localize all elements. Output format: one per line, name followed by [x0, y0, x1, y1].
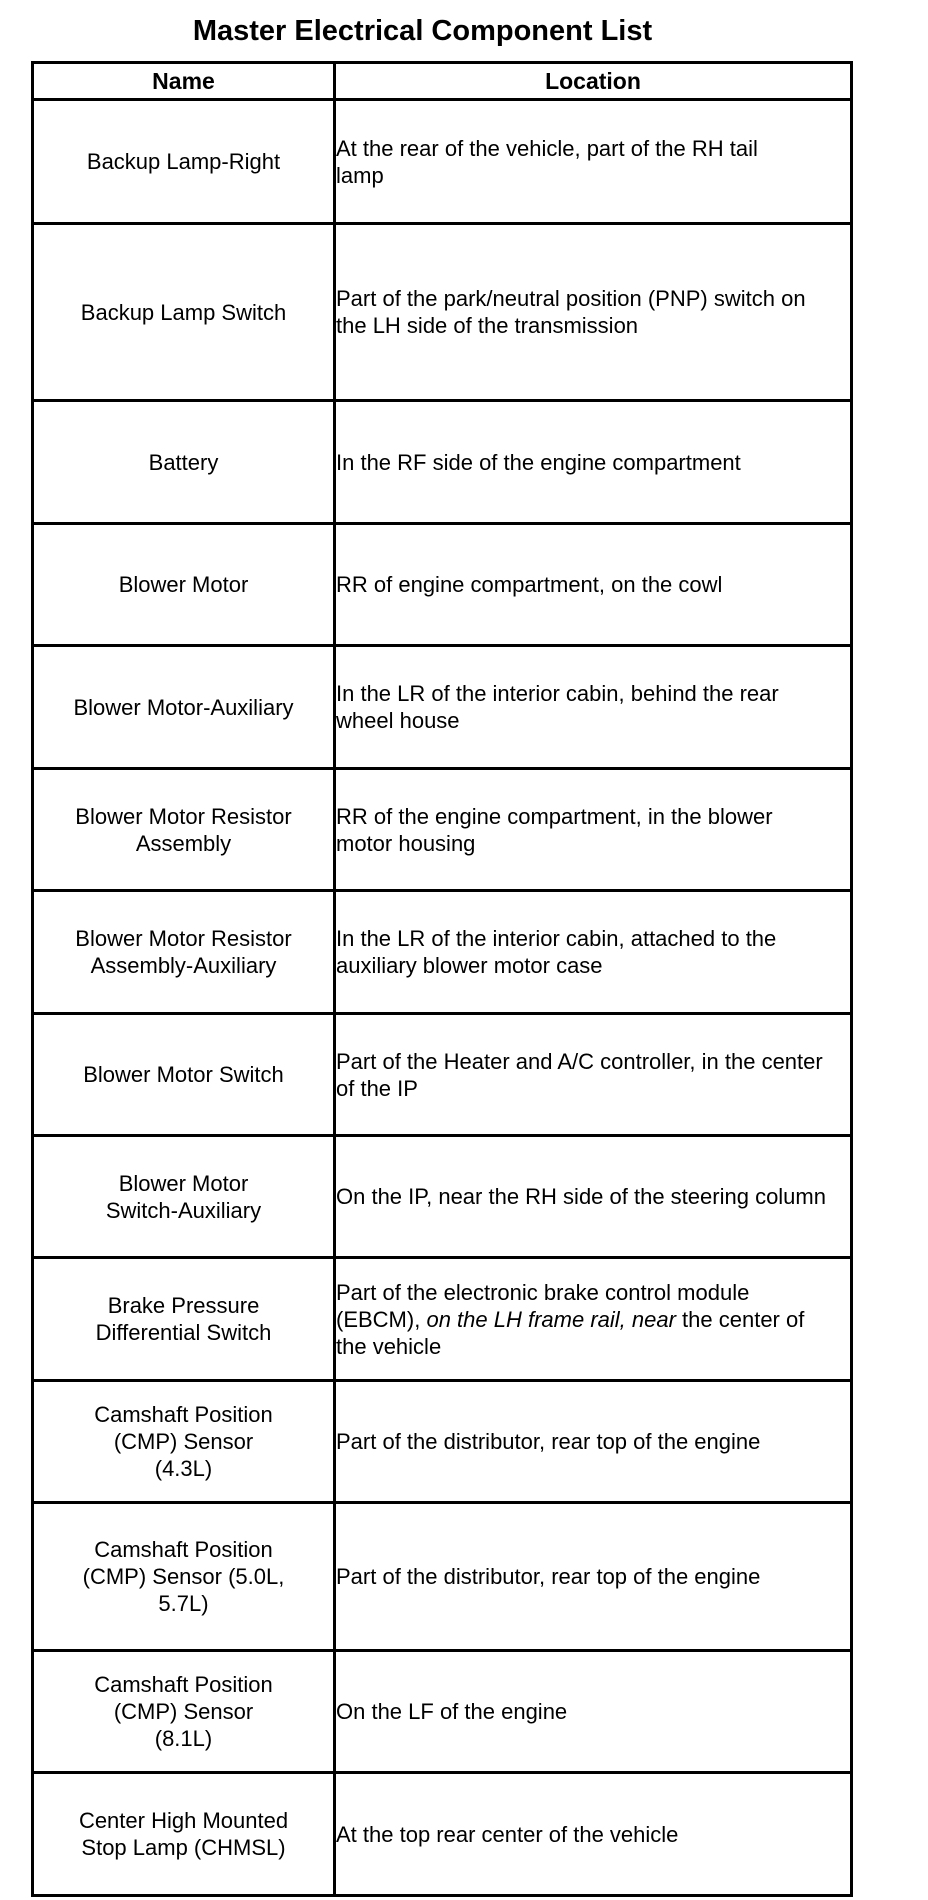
component-location: Part of the distributor, rear top of the engine	[336, 1429, 761, 1454]
table-header-row	[33, 63, 852, 100]
component-name: Blower Motor-Auxiliary	[73, 694, 294, 720]
column-header-name: Name	[33, 63, 335, 100]
component-location: In the RF side of the engine compartment	[336, 449, 741, 475]
table-row	[33, 1651, 852, 1773]
component-location-cell	[335, 1258, 852, 1381]
component-name: Blower Motor Switch-Auxiliary	[105, 1170, 262, 1223]
component-name: Backup Lamp Switch	[80, 299, 287, 325]
component-name-cell	[33, 1773, 335, 1896]
component-name-cell	[33, 401, 335, 524]
component-location: In the LR of the interior cabin, attached to the auxiliary blower motor case	[336, 926, 777, 978]
component-location-cell	[335, 1503, 852, 1651]
component-location: On the LF of the engine	[336, 1699, 568, 1724]
component-location: At the rear of the vehicle, part of the RH tail lamp	[336, 135, 758, 188]
table-row	[33, 524, 852, 646]
table-row	[33, 1503, 852, 1651]
component-name-cell	[33, 224, 335, 401]
component-location-cell	[335, 401, 852, 524]
component-location: RR of engine compartment, on the cowl	[336, 572, 723, 597]
table-row	[33, 1014, 852, 1136]
page-title: Master Electrical Component List	[192, 15, 653, 47]
component-name-cell	[33, 1258, 335, 1381]
component-table	[31, 61, 853, 1897]
component-location-cell	[335, 224, 852, 401]
component-location-cell	[335, 1014, 852, 1136]
column-header-location: Location	[335, 63, 852, 100]
component-name: Camshaft Position (CMP) Sensor (8.1L)	[94, 1672, 273, 1751]
component-location-cell	[335, 1136, 852, 1258]
component-location: At the top rear center of the vehicle	[336, 1821, 679, 1847]
component-name-cell	[33, 1651, 335, 1773]
component-location-cell	[335, 1773, 852, 1896]
component-name: Battery	[148, 449, 219, 475]
component-name: Blower Motor Switch	[83, 1062, 284, 1087]
component-location: RR of the engine compartment, in the blower motor housing	[336, 803, 773, 856]
table-row	[33, 1381, 852, 1503]
table-row	[33, 1258, 852, 1381]
table-row	[33, 646, 852, 769]
component-location-cell	[335, 891, 852, 1014]
component-name: Camshaft Position (CMP) Sensor (5.0L, 5.7L)	[82, 1537, 285, 1616]
component-name-cell	[33, 1503, 335, 1651]
table-row	[33, 891, 852, 1014]
table-row	[33, 401, 852, 524]
component-name-cell	[33, 524, 335, 646]
table-row	[33, 1773, 852, 1896]
component-location-cell	[335, 524, 852, 646]
component-location: Part of the Heater and A/C controller, in the center of the IP	[336, 1048, 823, 1101]
table-row	[33, 1136, 852, 1258]
component-name-cell	[33, 891, 335, 1014]
component-name: Blower Motor Resistor Assembly-Auxiliary	[75, 926, 292, 978]
component-name: Brake Pressure Differential Switch	[95, 1293, 272, 1345]
component-name: Blower Motor Resistor Assembly	[75, 803, 292, 856]
component-location-cell	[335, 646, 852, 769]
component-name-cell	[33, 1136, 335, 1258]
component-name-cell	[33, 100, 335, 224]
component-name: Backup Lamp-Right	[86, 149, 281, 174]
component-location-cell	[335, 1381, 852, 1503]
component-location: Part of the electronic brake control module (EBCM), on the LH frame rail, near the center of the vehicle	[336, 1279, 805, 1359]
component-name: Blower Motor	[118, 572, 249, 597]
table-row	[33, 769, 852, 891]
component-name-cell	[33, 769, 335, 891]
table-row	[33, 224, 852, 401]
component-name-cell	[33, 646, 335, 769]
component-name-cell	[33, 1014, 335, 1136]
component-location: Part of the park/neutral position (PNP) switch on the LH side of the transmission	[336, 286, 806, 338]
component-location: Part of the distributor, rear top of the engine	[336, 1564, 761, 1589]
table-row	[33, 100, 852, 224]
component-name: Camshaft Position (CMP) Sensor (4.3L)	[94, 1402, 273, 1481]
component-name-cell	[33, 1381, 335, 1503]
component-name: Center High Mounted Stop Lamp (CHMSL)	[78, 1808, 289, 1860]
component-location-cell	[335, 100, 852, 224]
component-location-cell	[335, 1651, 852, 1773]
component-location: On the IP, near the RH side of the steering column	[336, 1184, 826, 1209]
component-location: In the LR of the interior cabin, behind the rear wheel house	[336, 681, 779, 733]
component-location-cell	[335, 769, 852, 891]
